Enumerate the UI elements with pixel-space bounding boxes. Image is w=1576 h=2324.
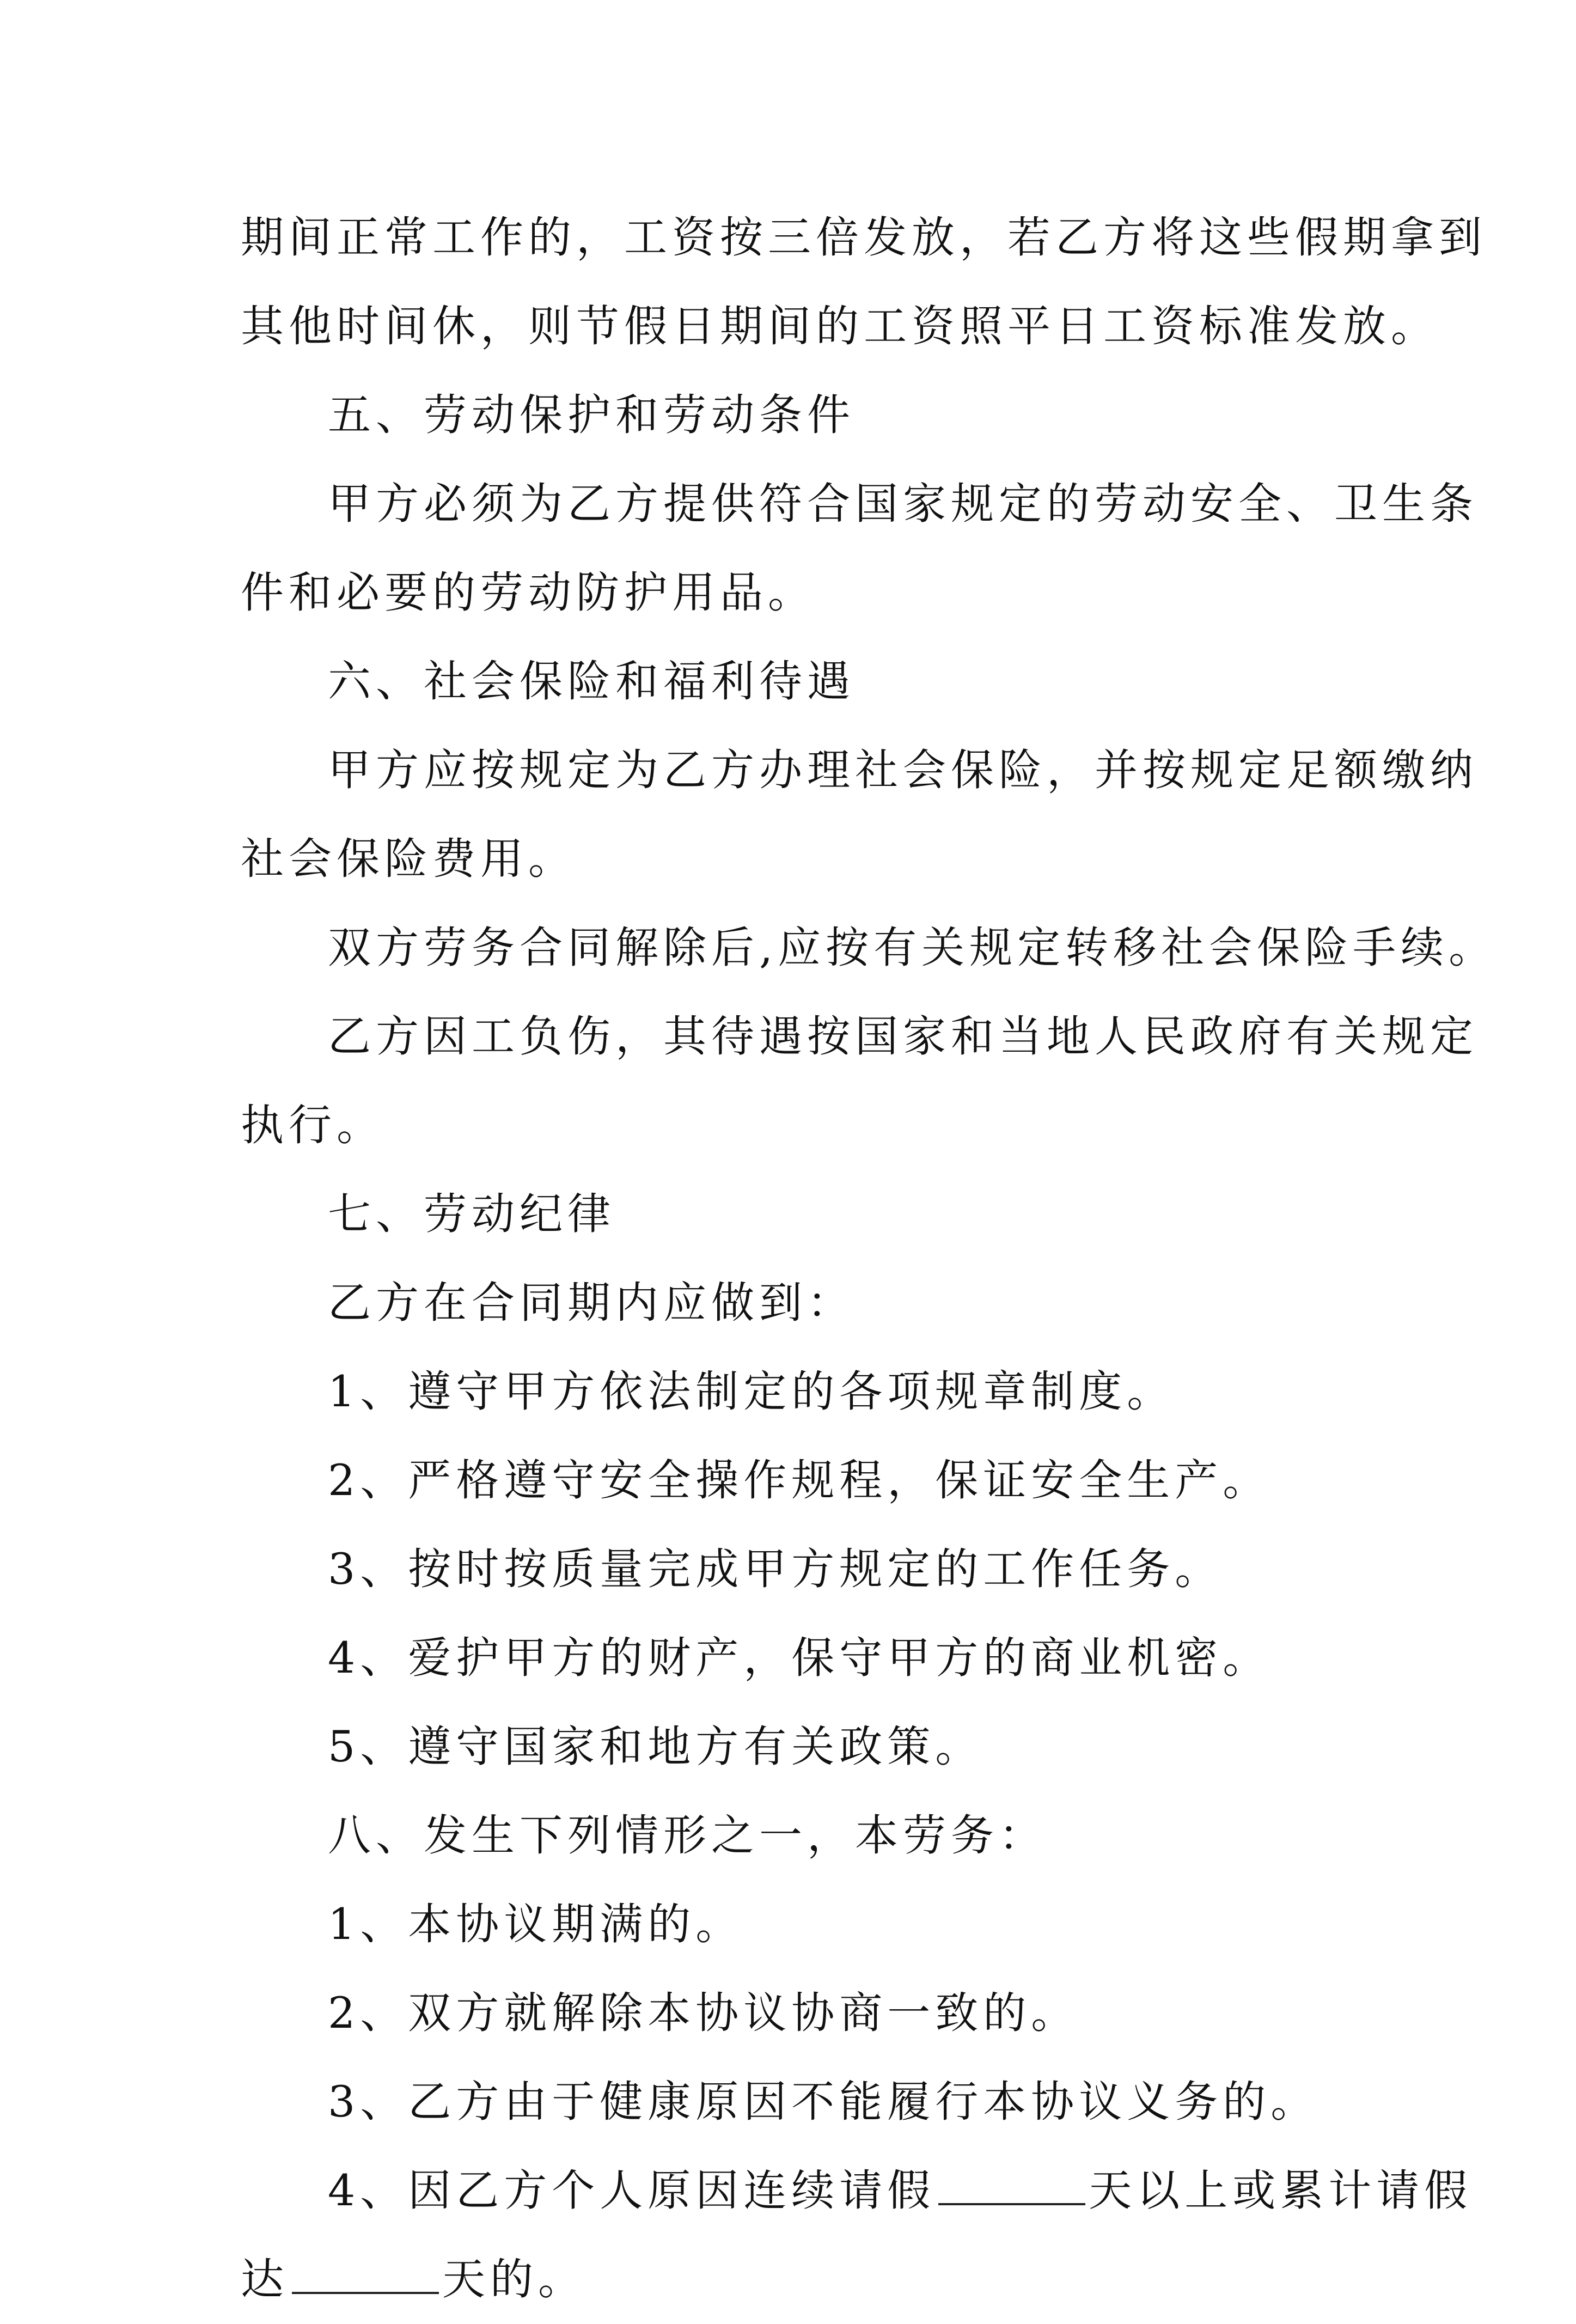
paragraph-line: 件和必要的劳动防护用品。 bbox=[241, 568, 816, 618]
list-item: 2、严格遵守安全操作规程，保证安全生产。 bbox=[328, 1455, 1271, 1505]
list-item-text: 天以上或累计请假 bbox=[1089, 2166, 1473, 2216]
section-heading-8: 八、发生下列情形之一，本劳务： bbox=[328, 1810, 1047, 1861]
list-item-text: 4、因乙方个人原因连续请假 bbox=[328, 2166, 936, 2216]
list-item: 2、双方就解除本协议协商一致的。 bbox=[328, 1988, 1079, 2038]
list-item: 1、遵守甲方依法制定的各项规章制度。 bbox=[328, 1367, 1175, 1417]
list-item: 5、遵守国家和地方有关政策。 bbox=[328, 1722, 984, 1772]
paragraph-line: 执行。 bbox=[241, 1100, 384, 1150]
section-heading-5: 五、劳动保护和劳动条件 bbox=[328, 390, 855, 440]
paragraph-line: 甲方应按规定为乙方办理社会保险，并按规定足额缴纳 bbox=[328, 745, 1478, 795]
line-text: 天的。 bbox=[442, 2254, 586, 2304]
blank-line bbox=[938, 2170, 1085, 2205]
paragraph-line bbox=[241, 2235, 1341, 2324]
paragraph-line: 期间正常工作的，工资按三倍发放，若乙方将这些假期拿到 bbox=[241, 212, 1487, 263]
section-heading-6: 六、社会保险和福利待遇 bbox=[328, 656, 855, 706]
section-heading-7: 七、劳动纪律 bbox=[328, 1189, 615, 1239]
paragraph-line: 双方劳务合同解除后,应按有关规定转移社会保险手续。 bbox=[328, 923, 1497, 973]
list-item: 1、本协议期满的。 bbox=[328, 1899, 744, 1949]
list-item: 4、爱护甲方的财产，保守甲方的商业机密。 bbox=[328, 1633, 1271, 1683]
list-item: 3、乙方由于健康原因不能履行本协议义务的。 bbox=[328, 2077, 1319, 2127]
document-body bbox=[241, 193, 1497, 2324]
list-item: 3、按时按质量完成甲方规定的工作任务。 bbox=[328, 1544, 1223, 1594]
list-item bbox=[241, 2146, 1473, 2235]
paragraph-line: 甲方必须为乙方提供符合国家规定的劳动安全、卫生条 bbox=[328, 479, 1478, 529]
paragraph-line: 其他时间休，则节假日期间的工资照平日工资标准发放。 bbox=[241, 301, 1439, 351]
blank-line bbox=[292, 2259, 439, 2294]
paragraph-line: 社会保险费用。 bbox=[241, 834, 576, 884]
line-text: 达 bbox=[241, 2254, 289, 2304]
paragraph-line: 乙方在合同期内应做到： bbox=[328, 1278, 855, 1328]
paragraph-line: 乙方因工负伤，其待遇按国家和当地人民政府有关规定 bbox=[328, 1011, 1478, 1062]
